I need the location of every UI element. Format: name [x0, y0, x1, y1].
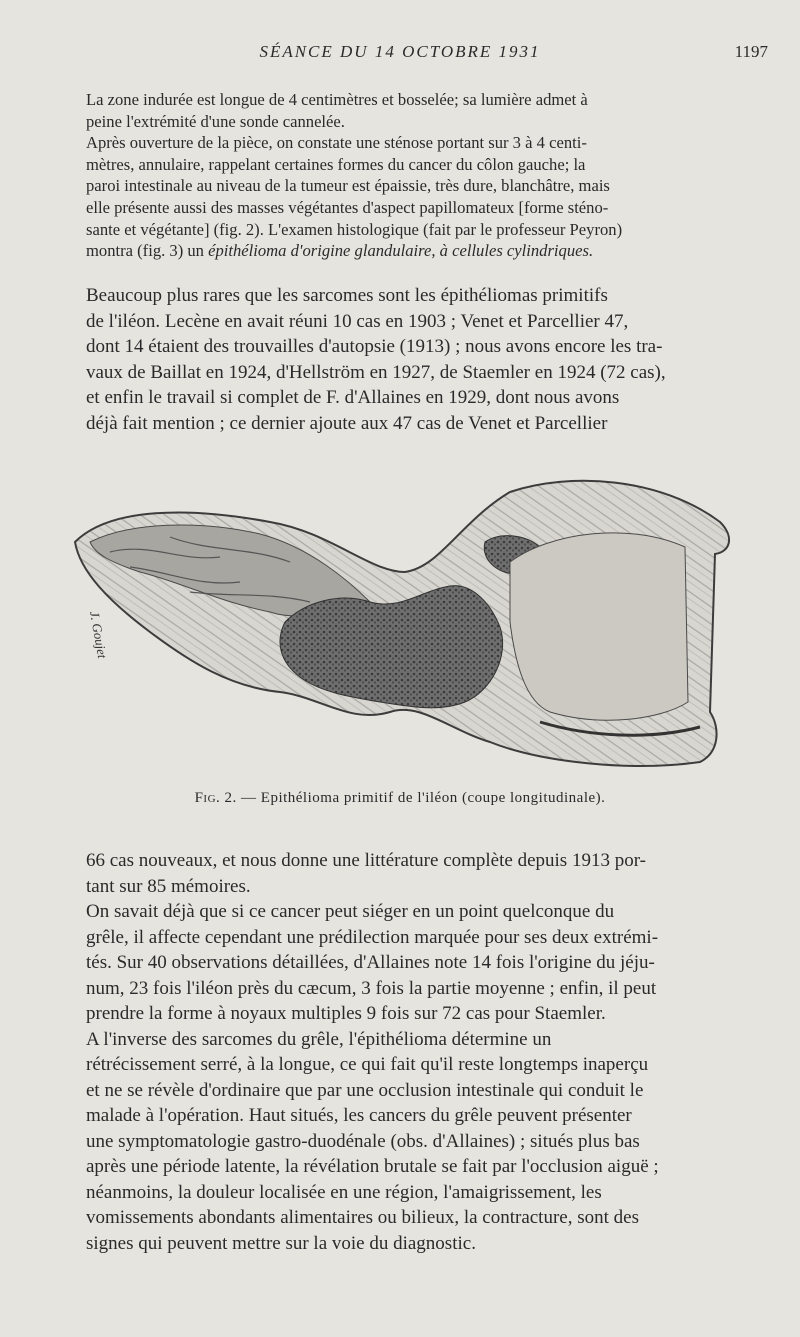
text-line: paroi intestinale au niveau de la tumeur est épaissie, très dure, blanchâtre, mais [86, 176, 610, 196]
text-line: et ne se révèle d'ordinaire que par une occlusion intestinale qui conduit le [86, 1079, 644, 1101]
text-line: mètres, annulaire, rappelant certaines formes du cancer du côlon gauche; la [86, 154, 586, 174]
text-line: On savait déjà que si ce cancer peut siéger en un point quelconque du [86, 901, 615, 922]
text-line: tés. Sur 40 observations détaillées, d'Allaines note 14 fois l'origine du jéju- [86, 952, 655, 973]
text-line: num, 23 fois l'iléon près du cæcum, 3 fois la partie moyenne ; enfin, il peut [86, 977, 657, 999]
text-line: et enfin le travail si complet de F. d'Allaines en 1929, dont nous avons [86, 387, 620, 408]
text-line: de l'iléon. Lecène en avait réuni 10 cas en 1903 ; Venet et Parcellier 47, [86, 310, 629, 332]
figure-caption-text: — Epithélioma primitif de l'iléon (coupe longitudinale). [236, 790, 606, 806]
ileum-section-drawing [70, 462, 740, 772]
middle-paragraph [86, 283, 746, 436]
text-line: prendre la forme à noyaux multiples 9 fois sur 72 cas pour Staemler. [86, 1003, 606, 1024]
text-line: après une période latente, la révélation brutale se fait par l'occlusion aiguë ; [86, 1156, 659, 1177]
text-line [86, 240, 746, 262]
text-line: dont 14 étaient des trouvailles d'autopsie (1913) ; nous avons encore les tra- [86, 336, 663, 357]
text-line: elle présente aussi des masses végétantes d'aspect papillomateux [forme sténo- [86, 197, 609, 217]
page-number: 1197 [734, 42, 768, 61]
italic-phrase: épithélioma d'origine glandulaire, à cellules cylindriques. [208, 241, 594, 261]
figure-label: Fig. 2. [194, 790, 237, 806]
text-line: vomissements abondants alimentaires ou bilieux, la contracture, sont des [86, 1207, 639, 1228]
text-line: vaux de Baillat en 1924, d'Hellström en 1927, de Staemler en 1924 (72 cas), [86, 361, 666, 383]
illustrator-signature: J. Goujet [87, 609, 111, 660]
text-line: néanmoins, la douleur localisée en une région, l'amaigrissement, les [86, 1181, 602, 1203]
text-line: signes qui peuvent mettre sur la voie du diagnostic. [86, 1232, 476, 1254]
text-line: une symptomatologie gastro-duodénale (obs. d'Allaines) ; situés plus bas [86, 1130, 640, 1152]
text-line: malade à l'opération. Haut situés, les cancers du grêle peuvent présenter [86, 1105, 632, 1126]
text-line: déjà fait mention ; ce dernier ajoute aux 47 cas de Venet et Parcellier [86, 412, 608, 434]
top-paragraphs [86, 89, 746, 262]
page-header [0, 42, 800, 66]
running-head: SÉANCE DU 14 OCTOBRE 1931 [259, 42, 541, 61]
text-line: sante et végétante] (fig. 2). L'examen histologique (fait par le professeur Peyron) [86, 219, 623, 239]
right-lumen [510, 533, 688, 720]
text-line: 66 cas nouveaux, et nous donne une littérature complète depuis 1913 por- [86, 850, 646, 871]
text-line: rétrécissement serré, à la longue, ce qui fait qu'il reste longtemps inaperçu [86, 1054, 649, 1075]
intestine-illustration [70, 462, 740, 772]
text-line: tant sur 85 mémoires. [86, 875, 251, 897]
text-fragment: montra (fig. 3) un [86, 241, 209, 261]
text-line: peine l'extrémité d'une sonde cannelée. [86, 111, 345, 131]
text-line: La zone indurée est longue de 4 centimètres et bosselée; sa lumière admet à [86, 90, 588, 109]
text-line: A l'inverse des sarcomes du grêle, l'épithélioma détermine un [86, 1028, 552, 1050]
figure-caption [0, 790, 800, 807]
text-line: Beaucoup plus rares que les sarcomes sont les épithéliomas primitifs [86, 285, 608, 306]
text-line: grêle, il affecte cependant une prédilection marquée pour ses deux extrémi- [86, 926, 659, 948]
bottom-paragraphs [86, 848, 746, 1256]
text-line: Après ouverture de la pièce, on constate une sténose portant sur 3 à 4 centi- [86, 133, 587, 153]
